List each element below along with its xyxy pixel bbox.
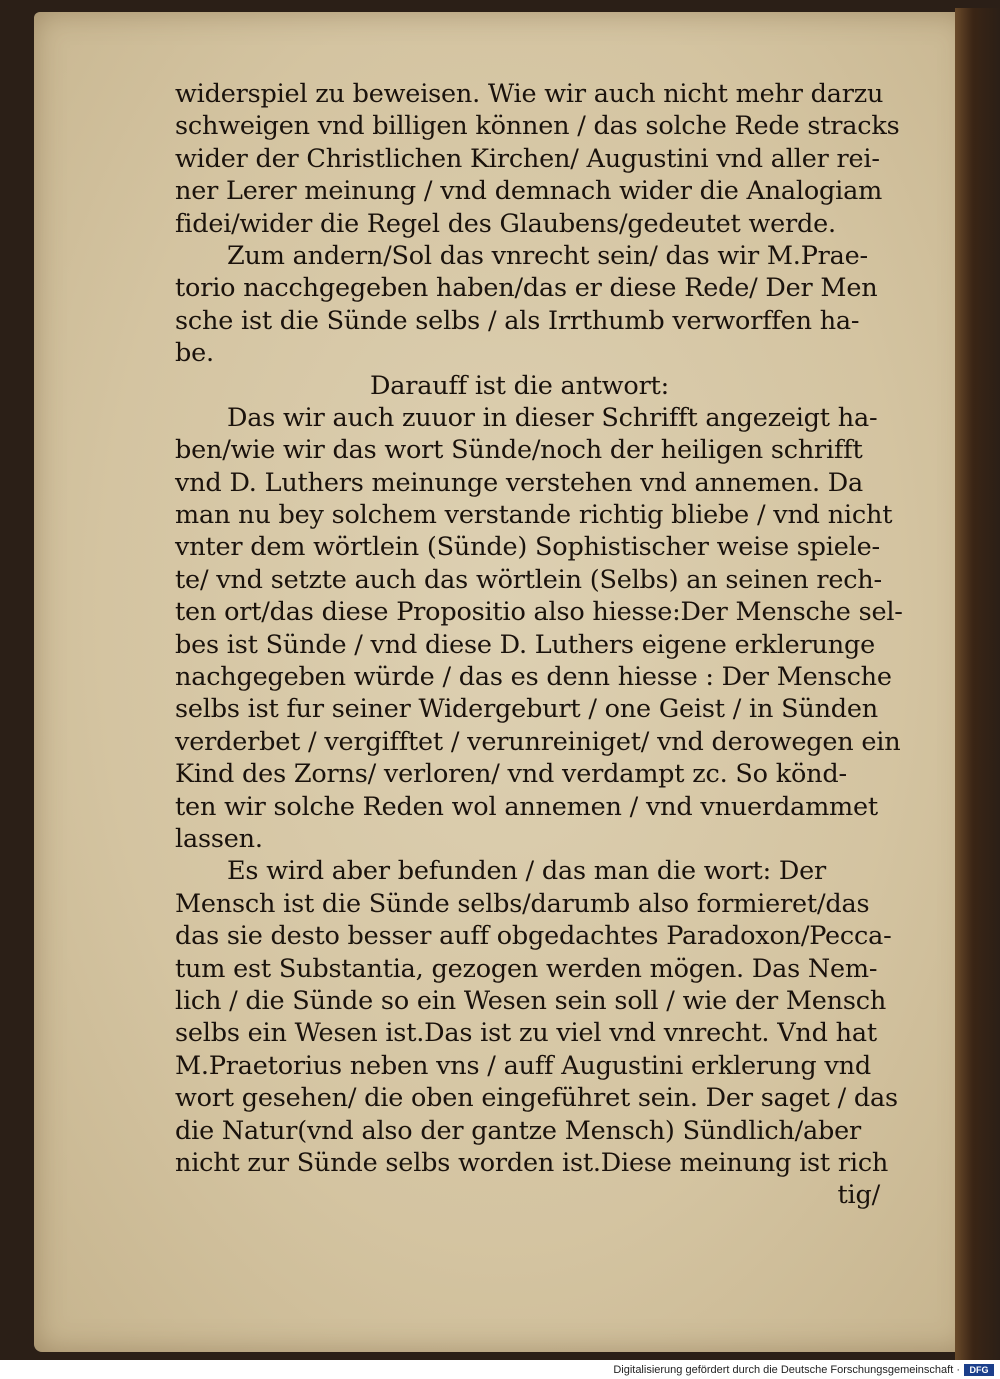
text-line: te/ vnd setzte auch das wörtlein (Selbs) an seinen rech- (175, 564, 882, 595)
text-line: sche ist die Sünde selbs / als Irrthumb verworffen ha- (175, 305, 860, 336)
text-line: widerspiel zu beweisen. Wie wir auch nicht mehr darzu (175, 79, 884, 109)
text-line: tum est Substantia, gezogen werden mögen. Das Nem- (175, 953, 878, 984)
text-line: Kind des Zorns/ verloren/ vnd verdampt zc. So könd- (175, 759, 847, 790)
text-line: vnd D. Luthers meinunge verstehen vnd annemen. Da (175, 467, 864, 498)
text-line: lassen. (175, 823, 263, 854)
text-line: Das wir auch zuuor in dieser Schrifft angezeigt ha- (227, 402, 878, 433)
text-line: Es wird aber befunden / das man die wort: Der (227, 856, 827, 887)
text-line: Zum andern/Sol das vnrecht sein/ das wir M.Prae- (227, 240, 868, 271)
text-line: selbs ist fur seiner Widergeburt / one Geist / in Sünden (175, 694, 879, 725)
text-line: nachgegeben würde / das es denn hiesse : Der Mensche (175, 662, 892, 693)
text-line: ten ort/das diese Propositio also hiesse:Der Mensche sel- (175, 597, 903, 628)
section-heading: Darauff ist die antwort: (370, 370, 669, 401)
text-line: lich / die Sünde so ein Wesen sein soll / wie der Mensch (175, 985, 887, 1016)
text-line: ner Lerer meinung / vnd demnach wider die Analogiam (175, 176, 883, 207)
text-line: wider der Christlichen Kirchen/ Augustini vnd aller rei- (175, 143, 880, 174)
footer-bar (0, 1360, 1000, 1379)
footer-credit: Digitalisierung gefördert durch die Deutsche Forschungsgemeinschaft · (613, 1364, 960, 1376)
text-line: wort gesehen/ die oben eingeführet sein. Der saget / das (175, 1083, 898, 1114)
text-line: Mensch ist die Sünde selbs/darumb also formieret/das (175, 888, 870, 919)
text-line: nicht zur Sünde selbs worden ist.Diese meinung ist rich (175, 1147, 889, 1178)
text-line: die Natur(vnd also der gantze Mensch) Sündlich/aber (175, 1115, 862, 1146)
dfg-logo: DFG (964, 1364, 994, 1376)
text-line: torio nacchgegeben haben/das er diese Rede/ Der Men (175, 273, 878, 304)
text-line: verderbet / vergifftet / verunreiniget/ vnd derowegen ein (175, 726, 901, 757)
book-edge (955, 8, 1000, 1360)
catchword: tig/ (837, 1180, 880, 1211)
text-line: ten wir solche Reden wol annemen / vnd vnuerdammet (175, 791, 878, 822)
text-line: bes ist Sünde / vnd diese D. Luthers eigene erklerunge (175, 629, 876, 660)
text-line: das sie desto besser auff obgedachtes Paradoxon/Pecca- (175, 921, 892, 952)
text-line: fidei/wider die Regel des Glaubens/gedeutet werde. (175, 208, 836, 239)
text-line: schweigen vnd billigen können / das solche Rede stracks (175, 111, 900, 142)
page-text (175, 78, 903, 1212)
text-line: ben/wie wir das wort Sünde/noch der heiligen schrifft (175, 435, 863, 466)
text-line: vnter dem wörtlein (Sünde) Sophistischer weise spiele- (175, 532, 880, 563)
text-line: M.Praetorius neben vns / auff Augustini erklerung vnd (175, 1050, 871, 1081)
text-line: selbs ein Wesen ist.Das ist zu viel vnd vnrecht. Vnd hat (175, 1018, 877, 1049)
text-line: be. (175, 338, 214, 369)
text-line: man nu bey solchem verstande richtig bliebe / vnd nicht (175, 500, 893, 531)
